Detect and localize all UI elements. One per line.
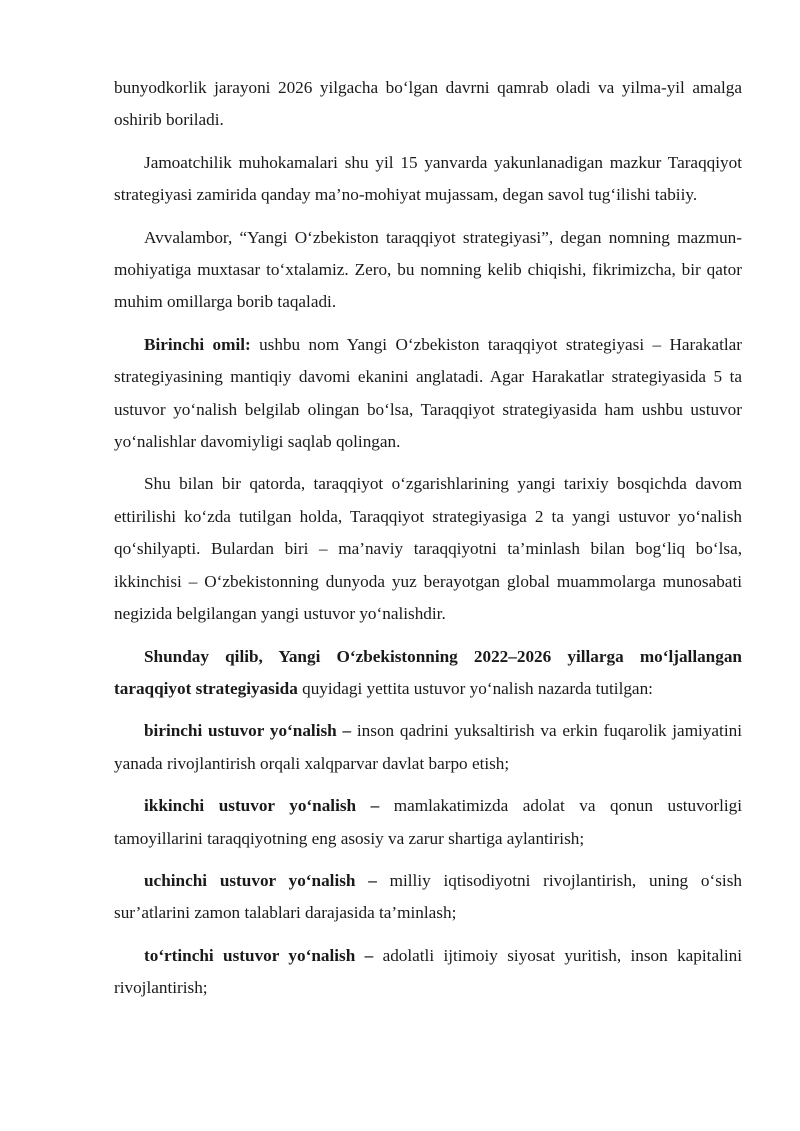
paragraph-text: mamlakatimizda adolat va qonun ustuvorligi tamoyillarini taraqqiyotning eng asosiy va zarur shartiga aylantirish; <box>114 796 742 848</box>
list-item-direction-1 <box>114 715 742 780</box>
paragraph-text: Jamoatchilik muhokamalari shu yil 15 yanvarda yakunlanadigan mazkur Taraqqiyot strategiyasi zamirida qanday ma’no-mohiyat mujassam, degan savol tug‘ilishi tabiiy. <box>114 152 742 205</box>
paragraph-first-factor <box>114 329 742 459</box>
paragraph-text: adolatli ijtimoiy siyosat yuritish, inson kapitalini rivojlantirish; <box>114 945 742 998</box>
paragraph-seven-directions <box>114 641 742 706</box>
paragraph-public-discussion <box>114 147 742 212</box>
paragraph-lead: Birinchi omil: <box>144 334 251 354</box>
paragraph-text: quyidagi yettita ustuvor yo‘nalish nazarda tutilgan: <box>297 678 653 698</box>
list-item-direction-4 <box>114 940 742 1005</box>
paragraph-lead: ikkinchi ustuvor yo‘nalish – <box>144 796 380 816</box>
paragraph-text: Avvalambor, “Yangi O‘zbekiston taraqqiyot strategiyasi”, degan nomning mazmun-mohiyatiga muxtasar to‘xtalamiz. Zero, bu nomning kelib chiqishi, fikrimizcha, bir qator muhim omillarga borib taqaladi. <box>114 227 742 312</box>
paragraph-lead: to‘rtinchi ustuvor yo‘nalish – <box>144 945 374 965</box>
document-body <box>114 72 742 1005</box>
paragraph-new-directions <box>114 468 742 630</box>
paragraph-lead: Shunday qilib, Yangi O‘zbekistonning 2022–2026 yillarga mo‘ljallangan taraqqiyot strategiyasida <box>114 646 742 698</box>
list-item-direction-3 <box>114 865 742 930</box>
paragraph-text: inson qadrini yuksaltirish va erkin fuqarolik jamiyatini yanada rivojlantirish orqali xalqparvar davlat barpo etish; <box>114 721 742 773</box>
paragraph-text: bunyodkorlik jarayoni 2026 yilgacha bo‘lgan davrni qamrab oladi va yilma-yil amalga oshirib boriladi. <box>114 78 742 130</box>
paragraph-lead: birinchi ustuvor yo‘nalish – <box>144 721 352 741</box>
paragraph-text: Shu bilan bir qatorda, taraqqiyot o‘zgarishlarining yangi tarixiy bosqichda davom ettirilishi ko‘zda tutilgan holda, Taraqqiyot strategiyasiga 2 ta yangi ustuvor yo‘nalish qo‘shilyapti. Bulardan biri – ma’naviy taraqqiyotni ta’minlash bilan bog‘liq bo‘lsa, ikkinchisi – O‘zbekistonning dunyoda yuz berayotgan global muammolarga munosabati negizida belgilangan yangi ustuvor yo‘nalishdir. <box>114 474 742 624</box>
paragraph-lead: uchinchi ustuvor yo‘nalish – <box>144 870 377 890</box>
list-item-direction-2 <box>114 790 742 855</box>
paragraph-text: ushbu nom Yangi O‘zbekiston taraqqiyot strategiyasi – Harakatlar strategiyasining mantiqiy davomi ekanini anglatadi. Agar Harakatlar strategiyasida 5 ta ustuvor yo‘nalish belgilab olingan bo‘lsa, Taraqqiyot strategiyasida ham ushbu ustuvor yo‘nalishlar davomiyligi saqlab qolingan. <box>114 334 742 452</box>
paragraph-continuation <box>114 72 742 137</box>
paragraph-strategy-name <box>114 222 742 319</box>
paragraph-text: milliy iqtisodiyotni rivojlantirish, uning o‘sish sur’atlarini zamon talablari darajasida ta’minlash; <box>114 870 742 923</box>
